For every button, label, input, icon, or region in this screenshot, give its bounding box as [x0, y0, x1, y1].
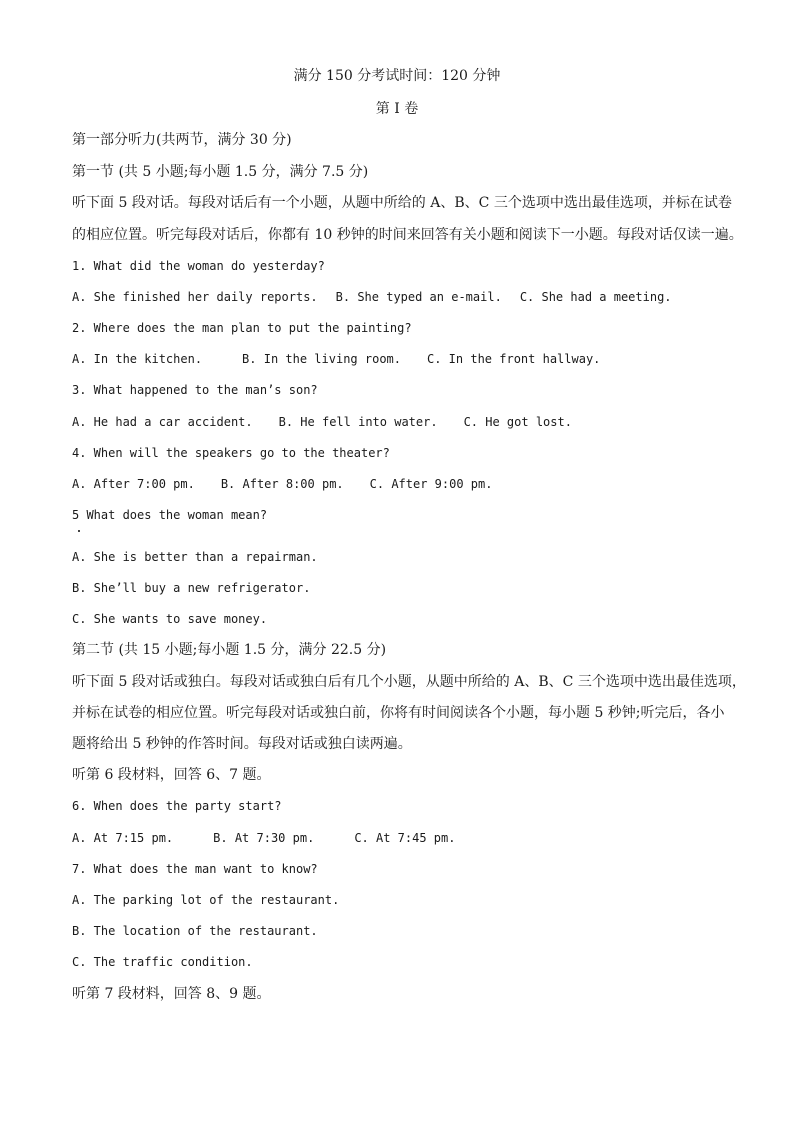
- question-2-stem: 2. Where does the man plan to put the painting?: [72, 321, 412, 335]
- question-6-option-b: B. At 7:30 pm.: [213, 831, 315, 845]
- question-4-option-b: B. After 8:00 pm.: [220, 477, 344, 491]
- question-6-option-c: C. At 7:45 pm.: [354, 831, 456, 845]
- question-6-stem: 6. When does the party start?: [72, 799, 282, 813]
- question-2-options: [72, 350, 600, 368]
- scan-speck: [78, 530, 80, 532]
- question-7-option-c: C. The traffic condition.: [72, 955, 253, 969]
- section1-instructions-line1: 听下面 5 段对话。每段对话后有一个小题，从题中所给的 A、B、C 三个选项中选出最佳选项，并标在试卷: [72, 195, 732, 211]
- question-4-stem: 4. When will the speakers go to the theater?: [72, 446, 390, 460]
- exam-info-line: 满分 150 分考试时间：120 分钟: [293, 68, 501, 84]
- question-1-option-b: B. She typed an e-mail.: [335, 290, 502, 304]
- section1-title: 第一节 (共 5 小题;每小题 1.5 分，满分 7.5 分): [72, 164, 369, 180]
- section2-instructions-line2: 并标在试卷的相应位置。听完每段对话或独白前，你将有时间阅读各个小题，每小题 5 秒钟;听完后，各小: [72, 705, 725, 721]
- question-1-option-c: C. She had a meeting.: [519, 290, 672, 304]
- part1-title: 第一部分听力(共两节，满分 30 分): [72, 132, 292, 148]
- material-6-heading: 听第 6 段材料，回答 6、7 题。: [72, 767, 271, 783]
- question-7-option-b: B. The location of the restaurant.: [72, 924, 318, 938]
- question-4-options: [72, 475, 492, 493]
- section2-instructions-line3: 题将给出 5 秒钟的作答时间。每段对话或独白读两遍。: [72, 736, 412, 752]
- question-3-option-c: C. He got lost.: [463, 415, 572, 429]
- question-3-options: [72, 413, 572, 431]
- question-2-option-b: B. In the living room.: [242, 352, 401, 366]
- question-6-option-a: A. At 7:15 pm.: [72, 831, 174, 845]
- section2-title: 第二节 (共 15 小题;每小题 1.5 分，满分 22.5 分): [72, 642, 387, 658]
- question-2-option-c: C. In the front hallway.: [427, 352, 601, 366]
- question-4-option-a: A. After 7:00 pm.: [72, 477, 195, 491]
- material-7-heading: 听第 7 段材料，回答 8、9 题。: [72, 986, 271, 1002]
- question-5-option-b: B. She’ll buy a new refrigerator.: [72, 581, 311, 595]
- question-5-option-c: C. She wants to save money.: [72, 612, 268, 626]
- question-5-stem: 5 What does the woman mean?: [72, 508, 268, 522]
- section1-instructions-line2: 的相应位置。听完每段对话后，你都有 10 秒钟的时间来回答有关小题和阅读下一小题。每段对话仅读一遍。: [72, 227, 743, 243]
- question-2-option-a: A. In the kitchen.: [72, 352, 203, 366]
- question-5-option-a: A. She is better than a repairman.: [72, 550, 318, 564]
- volume-heading: 第 I 卷: [375, 101, 419, 117]
- question-7-stem: 7. What does the man want to know?: [72, 862, 318, 876]
- question-3-stem: 3. What happened to the man’s son?: [72, 383, 318, 397]
- section2-instructions-line1: 听下面 5 段对话或独白。每段对话或独白后有几个小题，从题中所给的 A、B、C 三个选项中选出最佳选项，: [72, 674, 746, 690]
- question-3-option-b: B. He fell into water.: [278, 415, 438, 429]
- question-1-stem: 1. What did the woman do yesterday?: [72, 259, 325, 273]
- question-1-options: [72, 288, 672, 306]
- question-6-options: [72, 829, 455, 847]
- question-7-option-a: A. The parking lot of the restaurant.: [72, 893, 340, 907]
- question-1-option-a: A. She finished her daily reports.: [72, 290, 318, 304]
- question-3-option-a: A. He had a car accident.: [72, 415, 253, 429]
- question-4-option-c: C. After 9:00 pm.: [369, 477, 493, 491]
